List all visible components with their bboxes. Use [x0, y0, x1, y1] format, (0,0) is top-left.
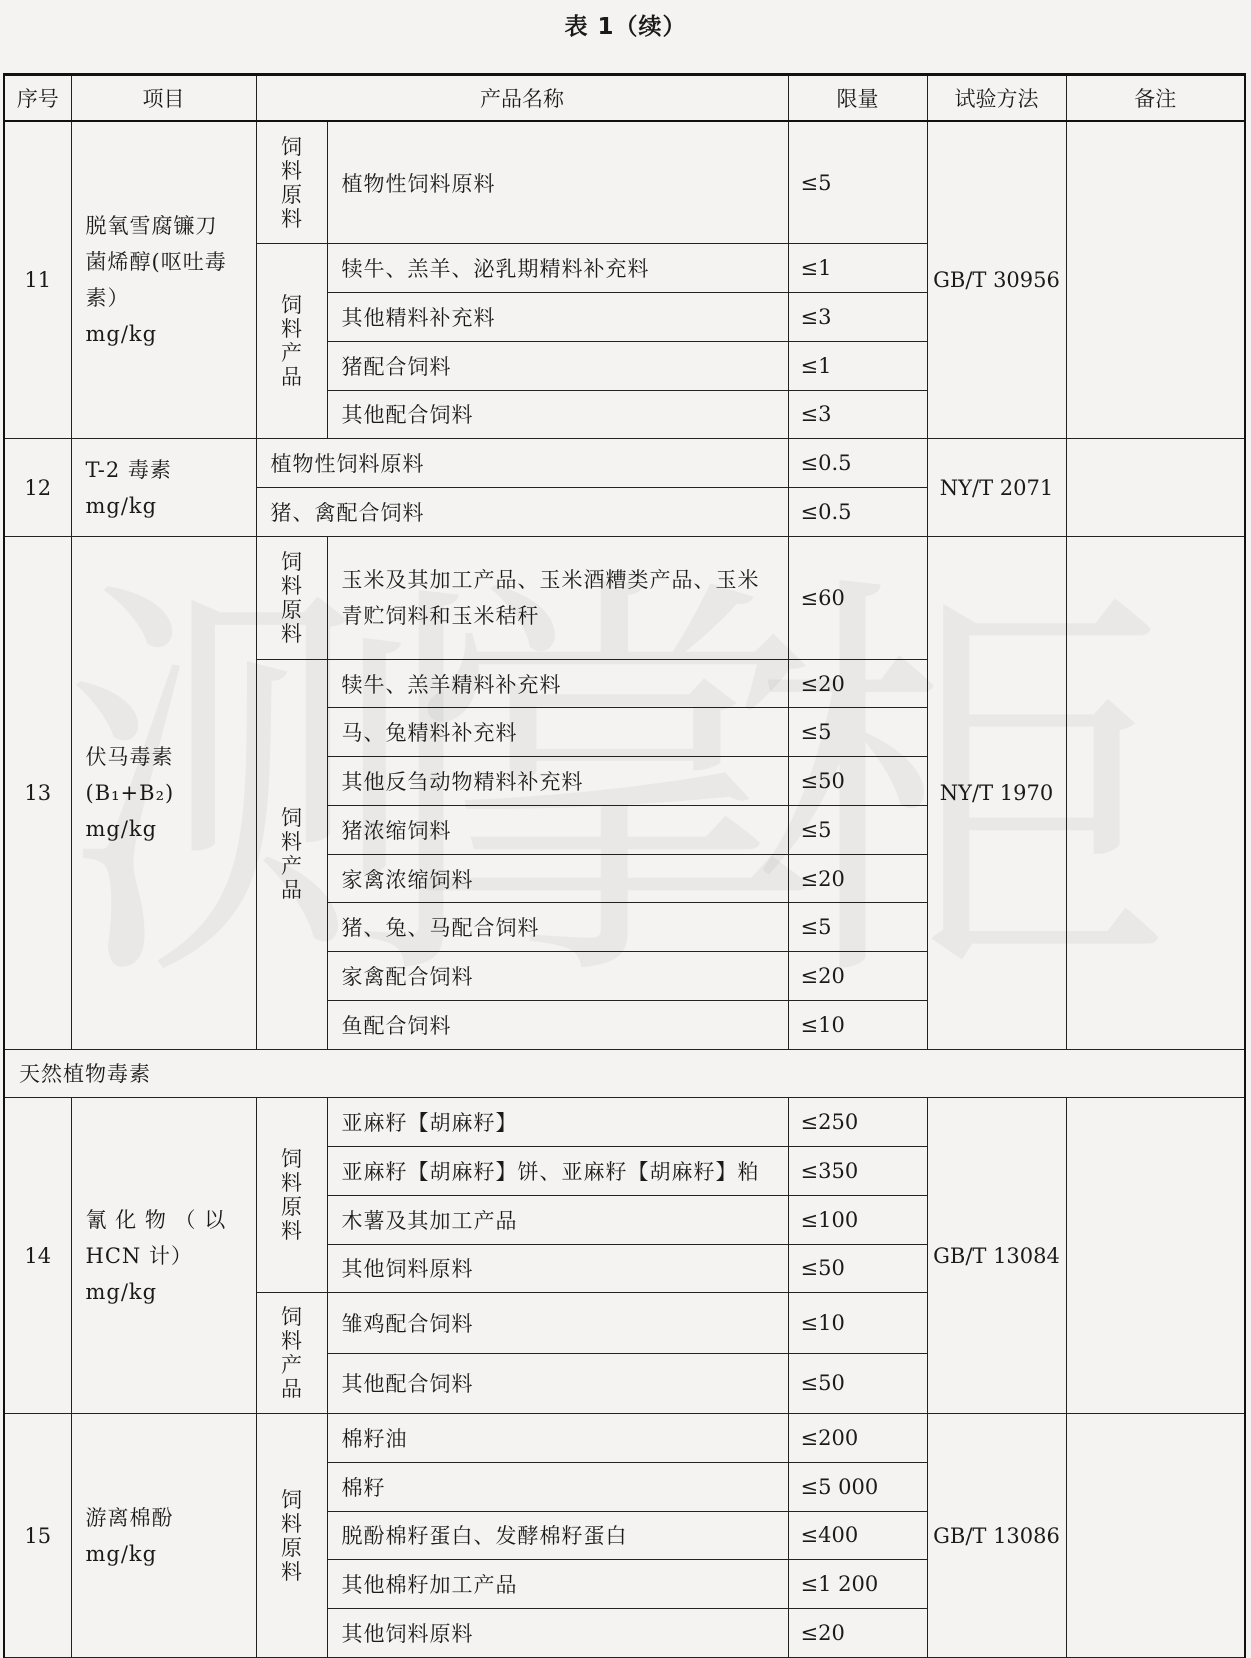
note-cell	[1066, 1098, 1245, 1414]
product-name: 猪浓缩饲料	[327, 805, 788, 854]
limit-value: ≤50	[788, 1353, 927, 1413]
product-name: 其他反刍动物精料补充料	[327, 757, 788, 806]
limit-value: ≤0.5	[788, 488, 927, 537]
section-row	[4, 1049, 1245, 1098]
limit-value: ≤50	[788, 757, 927, 806]
limit-value: ≤5	[788, 708, 927, 757]
limit-value: ≤20	[788, 952, 927, 1001]
limit-value: ≤3	[788, 293, 927, 342]
note-cell	[1066, 536, 1245, 1049]
row-number: 12	[4, 439, 71, 536]
product-name: 其他精料补充料	[327, 293, 788, 342]
header-note: 备注	[1066, 75, 1245, 122]
limit-value: ≤20	[788, 659, 927, 708]
category-raw: 饲 料 原 料	[256, 121, 327, 244]
row-number: 14	[4, 1098, 71, 1414]
product-name: 雏鸡配合饲料	[327, 1293, 788, 1353]
limit-value: ≤5	[788, 903, 927, 952]
product-name: 猪、兔、马配合饲料	[327, 903, 788, 952]
table-row	[4, 536, 1245, 659]
header-row	[4, 75, 1245, 122]
header-item: 项目	[71, 75, 256, 122]
limits-table	[3, 73, 1246, 1658]
product-name: 鱼配合饲料	[327, 1000, 788, 1049]
limit-value: ≤60	[788, 536, 927, 659]
header-limit: 限量	[788, 75, 927, 122]
header-product: 产品名称	[256, 75, 788, 122]
product-name: 亚麻籽【胡麻籽】	[327, 1098, 788, 1147]
limit-value: ≤10	[788, 1000, 927, 1049]
note-cell	[1066, 1414, 1245, 1658]
product-name: 家禽配合饲料	[327, 952, 788, 1001]
table-row	[4, 1098, 1245, 1147]
product-name: 其他饲料原料	[327, 1608, 788, 1657]
test-method: GB/T 13086	[927, 1414, 1066, 1658]
product-name: 犊牛、羔羊精料补充料	[327, 659, 788, 708]
category-product: 饲 料 产 品	[256, 244, 327, 439]
limit-value: ≤1	[788, 341, 927, 390]
product-name: 其他棉籽加工产品	[327, 1560, 788, 1609]
note-cell	[1066, 439, 1245, 536]
product-name: 其他配合饲料	[327, 390, 788, 439]
category-raw: 饲 料 原 料	[256, 1414, 327, 1658]
row-number: 15	[4, 1414, 71, 1658]
item-name: 氰 化 物 （ 以 HCN 计） mg/kg	[71, 1098, 256, 1414]
category-product: 饲 料 产 品	[256, 659, 327, 1049]
limit-value: ≤200	[788, 1414, 927, 1463]
limit-value: ≤0.5	[788, 439, 927, 488]
item-name: 脱氧雪腐镰刀 菌烯醇(呕吐毒 素） mg/kg	[71, 121, 256, 439]
product-name: 玉米及其加工产品、玉米酒糟类产品、玉米 青贮饲料和玉米秸秆	[327, 536, 788, 659]
limit-value: ≤3	[788, 390, 927, 439]
section-title: 天然植物毒素	[4, 1049, 1245, 1098]
limit-value: ≤50	[788, 1244, 927, 1293]
product-name: 植物性饲料原料	[256, 439, 788, 488]
row-number: 11	[4, 121, 71, 439]
limit-value: ≤20	[788, 1608, 927, 1657]
product-name: 棉籽	[327, 1462, 788, 1511]
limit-value: ≤100	[788, 1195, 927, 1244]
product-name: 木薯及其加工产品	[327, 1195, 788, 1244]
product-name: 马、兔精料补充料	[327, 708, 788, 757]
item-name: 游离棉酚 mg/kg	[71, 1414, 256, 1658]
product-name: 家禽浓缩饲料	[327, 854, 788, 903]
item-name: 伏马毒素(B₁+B₂) mg/kg	[71, 536, 256, 1049]
table-title: 表 1（续）	[564, 14, 687, 40]
header-method: 试验方法	[927, 75, 1066, 122]
test-method: NY/T 2071	[927, 439, 1066, 536]
product-name: 其他饲料原料	[327, 1244, 788, 1293]
table-row	[4, 121, 1245, 244]
product-name: 猪配合饲料	[327, 341, 788, 390]
limit-value: ≤350	[788, 1147, 927, 1196]
item-name: T-2 毒素 mg/kg	[71, 439, 256, 536]
category-raw: 饲 料 原 料	[256, 1098, 327, 1293]
product-name: 猪、禽配合饲料	[256, 488, 788, 537]
test-method: NY/T 1970	[927, 536, 1066, 1049]
row-number: 13	[4, 536, 71, 1049]
category-product: 饲 料 产 品	[256, 1293, 327, 1414]
product-name: 亚麻籽【胡麻籽】饼、亚麻籽【胡麻籽】粕	[327, 1147, 788, 1196]
test-method: GB/T 13084	[927, 1098, 1066, 1414]
category-raw: 饲 料 原 料	[256, 536, 327, 659]
limit-value: ≤1 200	[788, 1560, 927, 1609]
limit-value: ≤10	[788, 1293, 927, 1353]
table-row	[4, 1414, 1245, 1463]
limit-value: ≤250	[788, 1098, 927, 1147]
limit-value: ≤20	[788, 854, 927, 903]
limit-value: ≤400	[788, 1511, 927, 1560]
product-name: 脱酚棉籽蛋白、发酵棉籽蛋白	[327, 1511, 788, 1560]
limit-value: ≤5	[788, 805, 927, 854]
limit-value: ≤5 000	[788, 1462, 927, 1511]
test-method: GB/T 30956	[927, 121, 1066, 439]
product-name: 犊牛、羔羊、泌乳期精料补充料	[327, 244, 788, 293]
header-no: 序号	[4, 75, 71, 122]
product-name: 其他配合饲料	[327, 1353, 788, 1413]
note-cell	[1066, 121, 1245, 439]
product-name: 植物性饲料原料	[327, 121, 788, 244]
product-name: 棉籽油	[327, 1414, 788, 1463]
table-row	[4, 439, 1245, 488]
limit-value: ≤5	[788, 121, 927, 244]
limit-value: ≤1	[788, 244, 927, 293]
